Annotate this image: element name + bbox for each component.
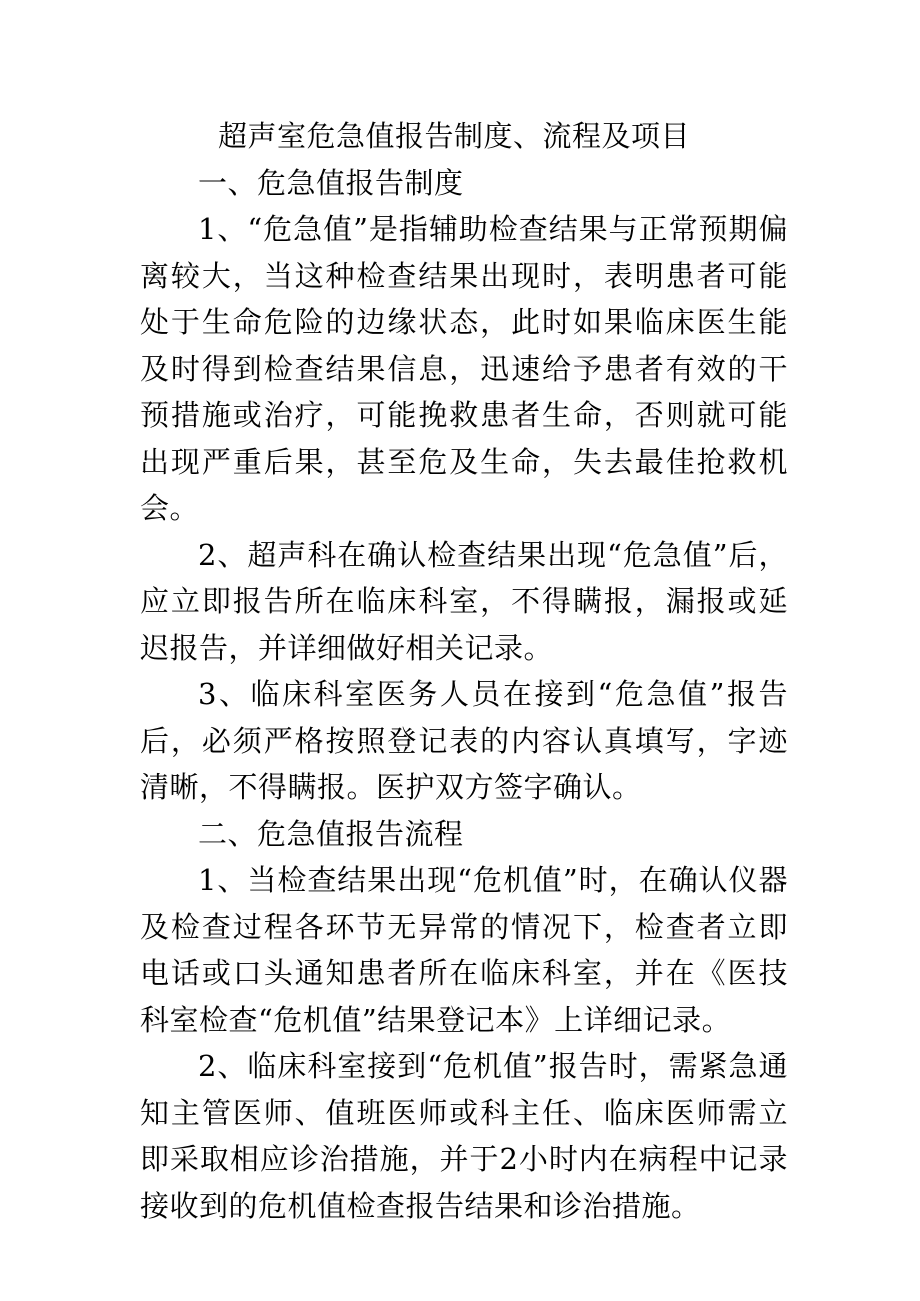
section-heading-report-system: 一、危急值报告制度 <box>198 165 464 200</box>
paragraph: 1、“危急值”是指辅助检查结果与正常预期偏离较大，当这种检查结果出现时，表明患者可能处于生命危险的边缘状态，此时如果临床医生能及时得到检查结果信息，迅速给予患者有效的干预措施或治疗，可能挽救患者生命，否则就可能出现严重后果，甚至危及生命，失去最佳抢救机会。 <box>140 212 788 525</box>
document-body <box>140 113 788 1229</box>
paragraph: 2、临床科室接到“危机值”报告时，需紧急通知主管医师、值班医师或科主任、临床医师需立即采取相应诊治措施，并于2小时内在病程中记录接收到的危机值检查报告结果和诊治措施。 <box>140 1049 788 1223</box>
paragraph: 2、超声科在确认检查结果出现“危急值”后，应立即报告所在临床科室，不得瞒报，漏报或延迟报告，并详细做好相关记录。 <box>140 537 788 665</box>
paragraph: 1、当检查结果出现“危机值”时，在确认仪器及检查过程各环节无异常的情况下，检查者立即电话或口头通知患者所在临床科室，并在《医技科室检查“危机值”结果登记本》上详细记录。 <box>140 863 788 1037</box>
document-title: 超声室危急值报告制度、流程及项目 <box>218 119 691 153</box>
section-heading-report-process: 二、危急值报告流程 <box>198 816 464 851</box>
paragraph: 3、临床科室医务人员在接到“危急值”报告后，必须严格按照登记表的内容认真填写，字迹清晰，不得瞒报。医护双方签字确认。 <box>140 677 788 804</box>
